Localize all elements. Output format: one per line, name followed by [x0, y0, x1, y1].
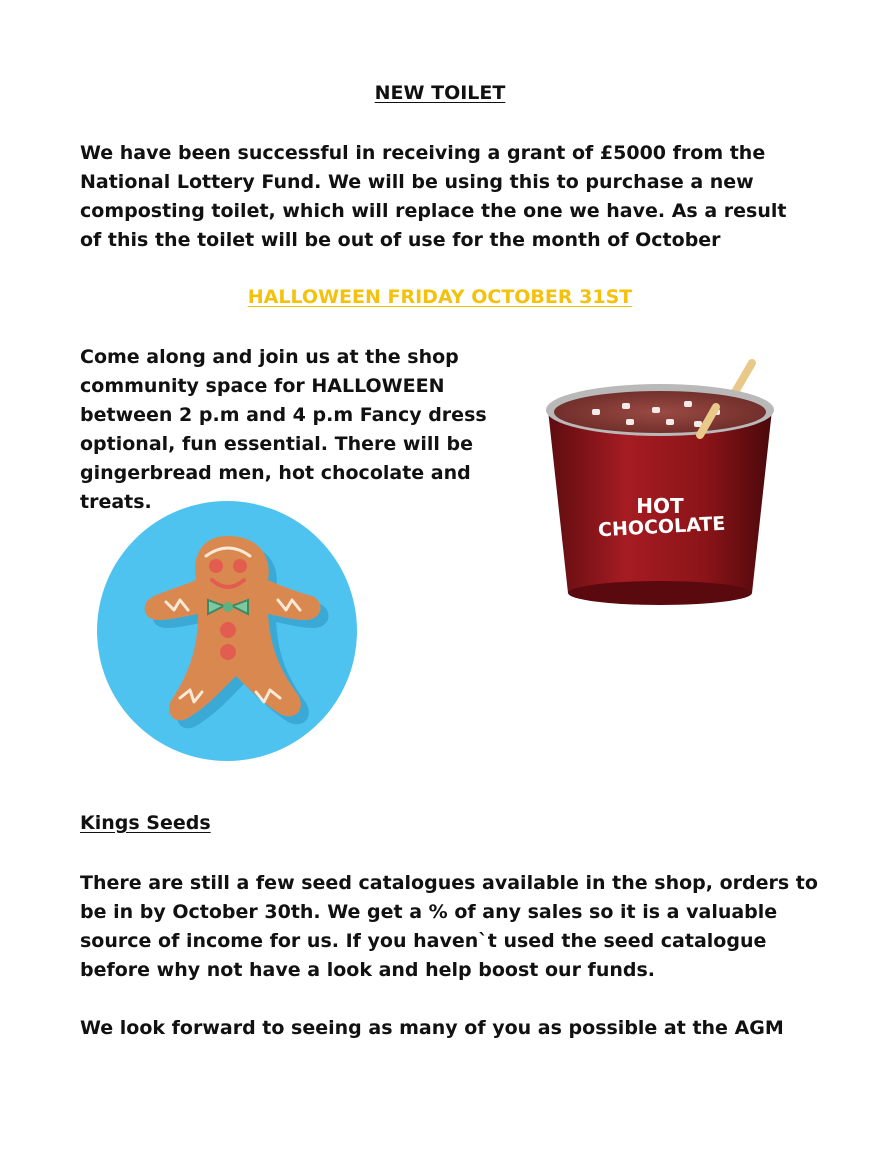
- closing-paragraph: We look forward to seeing as many of you as possible at the AGM: [80, 1017, 784, 1039]
- new-toilet-paragraph: We have been successful in receiving a grant of £5000 from the National Lottery Fund. We will be using this to purchase a new composting toilet, which will replace the one we have. As a result of this the toilet will be out of use for the month of October: [80, 142, 787, 251]
- drink-surface: [554, 391, 766, 433]
- cup-base: [568, 581, 752, 605]
- hot-chocolate-cup-icon: [540, 355, 780, 615]
- right-eye: [233, 559, 247, 573]
- new-toilet-heading: NEW TOILET: [374, 82, 506, 104]
- button-2: [220, 644, 236, 660]
- cup-label-line2: CHOCOLATE: [597, 512, 726, 542]
- kings-seeds-heading: Kings Seeds: [80, 812, 211, 834]
- gingerbread-man-icon: [96, 496, 358, 766]
- halloween-paragraph: Come along and join us at the shop community space for HALLOWEEN between 2 p.m and 4 p.m Fancy dress optional, fun essential. There will be gingerbread men, hot chocolate and treats.: [80, 346, 487, 513]
- kings-seeds-paragraph: There are still a few seed catalogues available in the shop, orders to be in by October 30th. We get a % of any sales so it is a valuable source of income for us. If you haven`t used the seed catalogue before why not have a look and help boost our funds.: [80, 872, 818, 981]
- halloween-heading: HALLOWEEN FRIDAY OCTOBER 31ST: [247, 286, 633, 308]
- left-eye: [209, 559, 223, 573]
- button-1: [220, 622, 236, 638]
- cup-label-line1: HOT: [636, 494, 684, 518]
